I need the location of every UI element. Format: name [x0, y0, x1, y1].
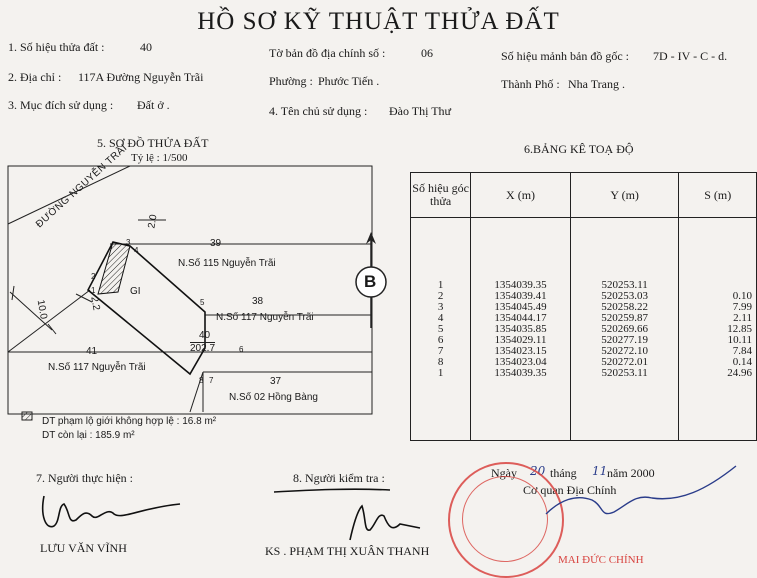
parcel-area: 202.7	[190, 343, 216, 354]
agency-name: Cơ quan Địa Chính	[523, 483, 617, 497]
legend-invalid-area: DT phạm lộ giới không hợp lệ : 16.8 m²	[42, 416, 217, 427]
table-cell-y: 520272.10	[601, 345, 649, 357]
diagram-scale: Tỷ lệ : 1/500	[131, 152, 188, 164]
director-name: MAI ĐỨC CHÍNH	[558, 554, 644, 566]
date-day: 20	[530, 464, 546, 478]
col-x-header: X (m)	[471, 173, 571, 218]
table-cell-s: 10.11	[727, 334, 752, 346]
official-stamp-inner	[462, 476, 548, 562]
neighbour-37-no: 37	[270, 376, 282, 387]
table-cell-y: 520272.01	[601, 356, 649, 368]
date-day-prefix: Ngày	[491, 466, 517, 480]
neighbour-39-no: 39	[210, 238, 222, 249]
north-letter: B	[364, 272, 377, 291]
purpose-label: 3. Mục đích sử dụng :	[8, 98, 114, 112]
dim-side: 2.2	[88, 295, 102, 312]
table-cell-y: 520277.19	[601, 334, 649, 346]
s-column	[679, 218, 757, 441]
label-gi: GI	[130, 286, 141, 297]
table-cell-corners: 6	[437, 334, 444, 346]
purpose-value: Đất ở .	[137, 98, 170, 112]
col-s-header: S (m)	[679, 173, 757, 218]
point-6: 6	[239, 345, 244, 354]
coordinate-table	[410, 172, 757, 441]
point-7: 7	[209, 376, 214, 385]
performer-name: LƯU VĂN VĨNH	[40, 541, 127, 555]
table-cell-s: 2.11	[733, 312, 752, 324]
document-title: HỒ SƠ KỸ THUẬT THỬA ĐẤT	[197, 8, 560, 35]
table-cell-corners: 8	[437, 356, 444, 368]
neighbour-37-label: N.Số 02 Hồng Bàng	[229, 392, 318, 403]
table-cell-y: 520269.66	[601, 323, 649, 335]
y-column	[570, 218, 679, 441]
table-cell-x: 1354023.15	[494, 345, 547, 357]
address-value: 117A Đường Nguyễn Trãi	[78, 70, 204, 84]
street-label: ĐƯỜNG NGUYỄN TRÃI	[34, 142, 130, 231]
dim-left: 10.0	[34, 298, 49, 321]
col-y-header: Y (m)	[570, 173, 679, 218]
ward-label: Phường :	[269, 74, 313, 88]
point-4: 4	[134, 246, 139, 255]
table-cell-x: 1354044.17	[494, 312, 547, 324]
owner-value: Đào Thị Thư	[389, 104, 452, 118]
table-heading: 6.BẢNG KÊ TOẠ ĐỘ	[524, 142, 634, 156]
performer-signature-icon	[30, 486, 190, 536]
dim-top: 2.0	[146, 213, 160, 230]
parcel-no-value: 40	[140, 40, 152, 54]
origin-sheet-label: Số hiệu mảnh bản đồ gốc :	[501, 49, 629, 63]
table-cell-s: 24.96	[727, 367, 752, 379]
setback-hatch	[98, 242, 130, 294]
checker-name: KS . PHẠM THỊ XUÂN THANH	[265, 544, 430, 558]
date-month: 11	[592, 464, 608, 478]
city-label: Thành Phố :	[501, 77, 560, 91]
point-3: 3	[126, 238, 131, 247]
table-cell-s: 0.10	[732, 290, 752, 302]
table-cell-x: 1354029.11	[494, 334, 547, 346]
date-year: năm 2000	[607, 466, 655, 480]
table-cell-y: 520253.11	[601, 279, 648, 291]
neighbour-38-no: 38	[252, 296, 264, 307]
checker-label: 8. Người kiểm tra :	[293, 471, 385, 485]
table-cell-y: 520253.11	[601, 367, 648, 379]
table-cell-x: 1354039.35	[494, 367, 547, 379]
table-cell-corners: 4	[437, 312, 444, 324]
parcel-number: 40	[199, 330, 211, 341]
table-cell-corners: 3	[437, 301, 444, 313]
table-cell-corners: 1	[437, 279, 444, 291]
date-month-prefix: tháng	[550, 466, 577, 480]
table-cell-y: 520258.22	[601, 301, 649, 313]
checker-signature-icon	[270, 482, 430, 542]
map-sheet-value: 06	[421, 46, 433, 60]
origin-sheet-value: 7D - IV - C - d.	[653, 49, 728, 63]
table-cell-x: 1354039.41	[494, 290, 547, 302]
table-cell-corners: 1	[437, 367, 444, 379]
table-cell-y: 520259.87	[601, 312, 649, 324]
x-column	[471, 218, 571, 441]
corner-column	[411, 218, 471, 441]
point-8: 8	[199, 376, 204, 385]
parcel-no-label: 1. Số hiệu thửa đất :	[8, 40, 105, 54]
table-cell-x: 1354045.49	[494, 301, 547, 313]
point-5: 5	[200, 298, 205, 307]
table-cell-s: 12.85	[727, 323, 752, 335]
col-corner-header: Số hiệu góc thửa	[411, 173, 471, 218]
neighbour-41-label: N.Số 117 Nguyễn Trãi	[48, 362, 146, 373]
table-cell-corners: 7	[437, 345, 444, 357]
table-cell-s: 0.14	[732, 356, 752, 368]
table-cell-x: 1354035.85	[494, 323, 547, 335]
table-cell-x: 1354023.04	[494, 356, 547, 368]
neighbour-41-no: 41	[86, 346, 98, 357]
map-sheet-label: Tờ bản đồ địa chính số :	[269, 46, 386, 60]
address-label: 2. Địa chỉ :	[8, 70, 62, 84]
table-cell-x: 1354039.35	[494, 279, 547, 291]
ward-value: Phước Tiến .	[318, 74, 380, 88]
point-2: 2	[91, 272, 96, 281]
director-signature-icon	[540, 460, 740, 530]
point-1: 1	[91, 286, 96, 295]
neighbour-38-label: N.Số 117 Nguyễn Trãi	[216, 312, 314, 323]
table-cell-y: 520253.03	[601, 290, 649, 302]
owner-label: 4. Tên chủ sử dụng :	[269, 104, 368, 118]
table-cell-s: 7.84	[732, 345, 752, 357]
table-cell-corners: 2	[437, 290, 444, 302]
city-value: Nha Trang .	[568, 77, 626, 91]
table-cell-s: 7.99	[732, 301, 752, 313]
legend-remaining-area: DT còn lại : 185.9 m²	[42, 430, 135, 441]
performer-label: 7. Người thực hiện :	[36, 471, 134, 485]
neighbour-39-label: N.Số 115 Nguyễn Trãi	[178, 258, 276, 269]
table-cell-corners: 5	[437, 323, 444, 335]
diagram-heading: 5. SƠ ĐỒ THỬA ĐẤT	[97, 136, 209, 150]
